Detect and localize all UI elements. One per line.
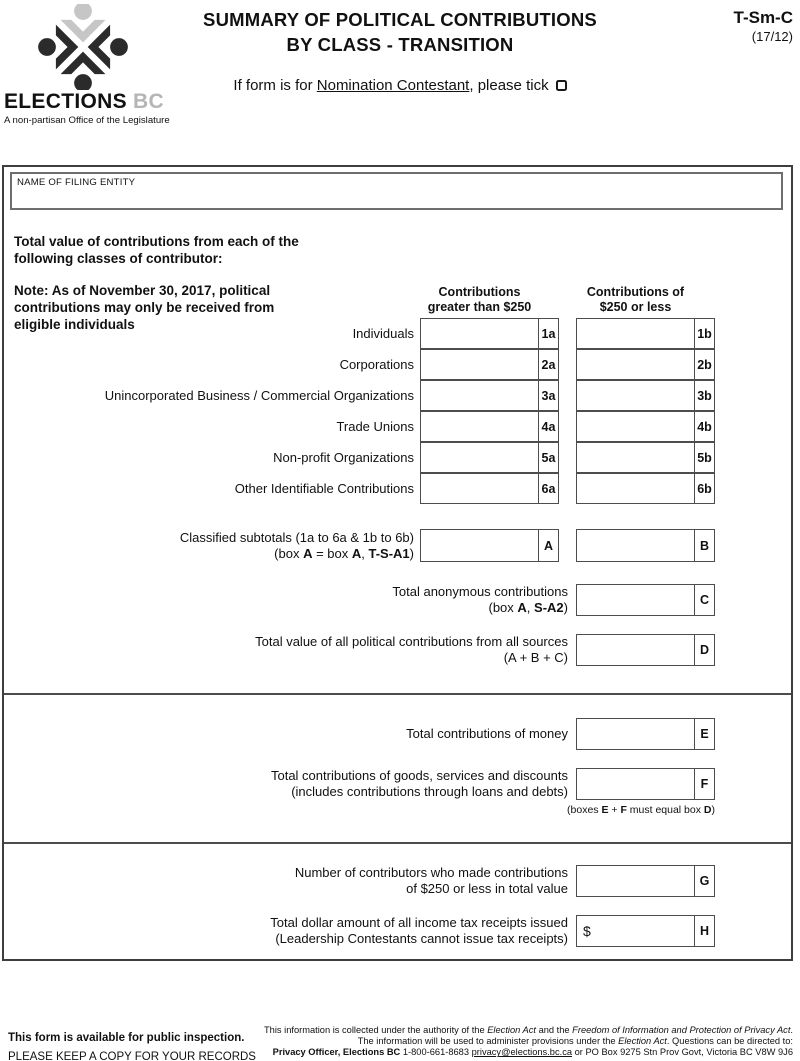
input-B[interactable]	[577, 530, 694, 561]
row-label: Unincorporated Business / Commercial Organizations	[104, 388, 414, 403]
input-D[interactable]	[577, 635, 694, 665]
privacy-line2: The information will be used to administer provisions under the Election Act. Questions can be directed to:	[357, 1036, 793, 1047]
input-4b[interactable]	[577, 412, 694, 441]
input-1a[interactable]	[421, 319, 538, 348]
box-tag-1b: 1b	[694, 319, 714, 348]
column-header-250-or-less	[576, 285, 695, 315]
box-tag-2a: 2a	[538, 350, 558, 379]
form-body	[2, 165, 793, 961]
box-tag-A: A	[538, 530, 558, 561]
box-tag-4b: 4b	[694, 412, 714, 441]
privacy-line3: Privacy Officer, Elections BC 1-800-661-8683 privacy@elections.bc.ca or PO Box 9275 Stn Prov Govt, Victoria BC V8W 9J6	[272, 1047, 793, 1058]
box-tag-6b: 6b	[694, 474, 714, 503]
brand-bc: BC	[133, 90, 164, 113]
receipts-label-line1: Total dollar amount of all income tax receipts issued	[270, 915, 568, 930]
form-code-block	[734, 8, 794, 44]
ef-equals-d-note: (boxes E + F must equal box D)	[567, 804, 715, 816]
box-tag-2b: 2b	[694, 350, 714, 379]
money-label: Total contributions of money	[406, 726, 568, 741]
box-tag-G: G	[694, 866, 714, 896]
subtotals-label-line1: Classified subtotals (1a to 6a & 1b to 6b)	[179, 530, 414, 545]
input-E[interactable]	[577, 719, 694, 749]
field-1a	[420, 318, 559, 349]
form-code: T-Sm-C	[733, 8, 793, 27]
input-6a[interactable]	[421, 474, 538, 503]
privacy-line1: This information is collected under the authority of the Election Act and the Freedom of Information and Protection of Privacy Act.	[263, 1025, 793, 1035]
field-D	[576, 634, 715, 666]
filing-entity-field[interactable]	[10, 172, 783, 210]
row-label: Trade Unions	[336, 419, 414, 434]
input-3b[interactable]	[577, 381, 694, 410]
input-F[interactable]	[577, 769, 694, 799]
column-header-b-line2: $250 or less	[599, 300, 672, 314]
contributors-label-line1: Number of contributors who made contributions	[294, 865, 568, 880]
dollar-sign: $	[583, 923, 591, 939]
field-G	[576, 865, 715, 897]
input-1b[interactable]	[577, 319, 694, 348]
brand-tagline: A non-partisan Office of the Legislature	[4, 115, 170, 126]
row-label: Individuals	[352, 326, 414, 341]
anonymous-label-line1: Total anonymous contributions	[392, 584, 568, 599]
filing-entity-input[interactable]	[16, 188, 777, 206]
intro-text: Total value of contributions from each of the following classes of contributor:	[14, 234, 299, 266]
field-6b	[576, 473, 715, 504]
row-label: Corporations	[339, 357, 414, 372]
row-label: Other Identifiable Contributions	[234, 481, 414, 496]
box-tag-3b: 3b	[694, 381, 714, 410]
input-H[interactable]	[591, 916, 694, 946]
note-text: Note: As of November 30, 2017, political contributions may only be received from eligible individuals	[14, 283, 275, 332]
elections-bc-logo	[2, 4, 170, 126]
input-5b[interactable]	[577, 443, 694, 472]
box-tag-3a: 3a	[538, 381, 558, 410]
column-header-a-line2: greater than $250	[427, 300, 532, 314]
field-A	[420, 529, 559, 562]
contributors-label	[4, 865, 568, 897]
total-all-label-line1: Total value of all political contributions from all sources	[255, 634, 568, 649]
goods-label-line1: Total contributions of goods, services and discounts	[270, 768, 568, 783]
box-tag-4a: 4a	[538, 412, 558, 441]
field-4a	[420, 411, 559, 442]
field-6a	[420, 473, 559, 504]
goods-label	[4, 768, 568, 800]
input-3a[interactable]	[421, 381, 538, 410]
field-3a	[420, 380, 559, 411]
page-title	[150, 7, 650, 57]
box-tag-1a: 1a	[538, 319, 558, 348]
field-4b	[576, 411, 715, 442]
subtotals-label-line2: (box A = box A, T-S-A1)	[274, 546, 414, 561]
field-5b	[576, 442, 715, 473]
box-tag-F: F	[694, 769, 714, 799]
input-G[interactable]	[577, 866, 694, 896]
public-inspection-note: This form is available for public inspection.	[8, 1032, 245, 1044]
input-A[interactable]	[421, 530, 538, 561]
nomination-instruction-prefix: If form is for	[233, 77, 317, 94]
anonymous-label	[4, 584, 568, 616]
input-C[interactable]	[577, 585, 694, 615]
box-tag-B: B	[694, 530, 714, 561]
anonymous-label-line2: (box A, S-A2)	[488, 600, 568, 615]
nomination-contestant-checkbox[interactable]	[556, 80, 567, 91]
box-tag-5a: 5a	[538, 443, 558, 472]
field-F	[576, 768, 715, 800]
column-header-a-line1: Contributions	[438, 285, 521, 299]
page-title-line2: BY CLASS - TRANSITION	[286, 34, 514, 55]
form-version: (17/12)	[751, 29, 793, 44]
field-2a	[420, 349, 559, 380]
column-header-greater-250	[420, 285, 539, 315]
field-5a	[420, 442, 559, 473]
box-tag-E: E	[694, 719, 714, 749]
section-divider	[4, 693, 791, 695]
row-label: Non-profit Organizations	[273, 450, 414, 465]
field-3b	[576, 380, 715, 411]
input-5a[interactable]	[421, 443, 538, 472]
filing-entity-label: NAME OF FILING ENTITY	[17, 177, 136, 188]
keep-copy-note: PLEASE KEEP A COPY FOR YOUR RECORDS	[8, 1050, 256, 1061]
goods-label-line2: (includes contributions through loans and debts)	[291, 784, 568, 799]
receipts-label-line2: (Leadership Contestants cannot issue tax receipts)	[275, 931, 568, 946]
box-tag-5b: 5b	[694, 443, 714, 472]
field-2b	[576, 349, 715, 380]
field-E	[576, 718, 715, 750]
input-2a[interactable]	[421, 350, 538, 379]
field-B	[576, 529, 715, 562]
field-H	[576, 915, 715, 947]
field-C	[576, 584, 715, 616]
box-tag-D: D	[694, 635, 714, 665]
column-header-b-line1: Contributions of	[586, 285, 685, 299]
input-4a[interactable]	[421, 412, 538, 441]
page-title-line1: SUMMARY OF POLITICAL CONTRIBUTIONS	[203, 9, 597, 30]
box-tag-6a: 6a	[538, 474, 558, 503]
brand-elections: ELECTIONS	[4, 90, 127, 113]
total-all-label	[4, 634, 568, 666]
footer-privacy-notice	[233, 1025, 793, 1059]
nomination-instruction	[0, 77, 800, 94]
footer-left	[8, 1029, 256, 1061]
receipts-label	[4, 915, 568, 947]
total-all-label-line2: (A + B + C)	[503, 650, 568, 665]
box-tag-H: H	[694, 916, 714, 946]
section-divider	[4, 842, 791, 844]
input-6b[interactable]	[577, 474, 694, 503]
field-1b	[576, 318, 715, 349]
box-tag-C: C	[694, 585, 714, 615]
nomination-instruction-suffix: , please tick	[469, 77, 549, 94]
privacy-email-link[interactable]: privacy@elections.bc.ca	[471, 1047, 573, 1058]
nomination-contestant-text: Nomination Contestant	[316, 77, 470, 94]
input-2b[interactable]	[577, 350, 694, 379]
subtotals-label	[4, 530, 414, 562]
contributors-label-line2: of $250 or less in total value	[406, 881, 568, 896]
